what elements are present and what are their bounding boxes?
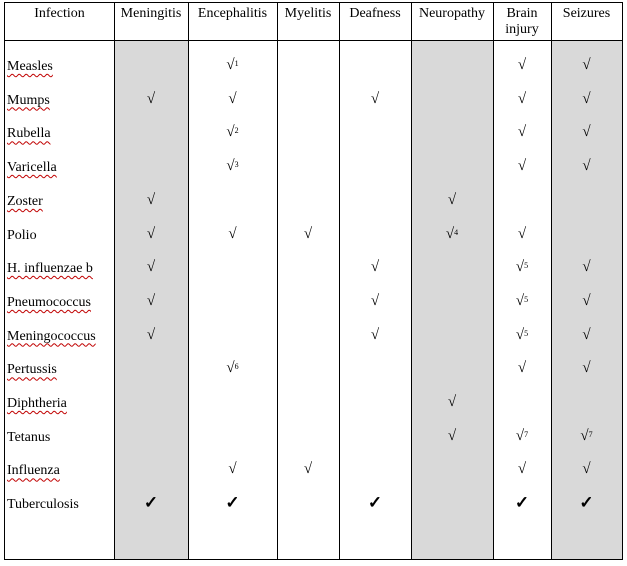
check-mark-icon: √: [582, 57, 591, 73]
infection-name: Measles: [7, 59, 53, 74]
check-mark-icon: ✓: [225, 493, 240, 513]
check-mark-icon: √$^5$: [515, 326, 529, 343]
footnote-marker: 5: [524, 261, 529, 271]
table-row: [5, 59, 622, 93]
check-mark-icon: √: [517, 124, 527, 141]
infection-name: Meningococcus: [7, 328, 96, 344]
header-infection: Infection: [34, 6, 85, 21]
check-mark-icon: √: [146, 225, 156, 242]
check-mark-icon: √$^5$: [515, 292, 529, 309]
check-mark-icon: √: [146, 326, 156, 343]
check-mark-icon: √: [582, 360, 591, 377]
check-mark-icon: √$^7$: [515, 427, 529, 444]
footnote-marker: 1: [234, 59, 239, 68]
table-row: [5, 326, 622, 363]
check-mark-icon: √: [517, 90, 527, 107]
table-row: [5, 225, 622, 262]
check-mark-icon: √$^5$: [515, 259, 529, 276]
table-row: [5, 362, 622, 396]
check-mark-icon: √: [447, 427, 457, 444]
check-mark-icon: √: [582, 259, 591, 276]
table-row: [5, 493, 622, 531]
check-mark-icon: √: [370, 259, 380, 276]
check-mark-icon: √$^7$: [580, 427, 593, 444]
check-mark-icon: √$^4$: [445, 225, 459, 242]
infection-name: Varicella: [7, 160, 57, 176]
header-neuropathy: Neuropathy: [418, 6, 486, 21]
table-row: [5, 191, 622, 228]
infection-name: Diphtheria: [7, 396, 67, 411]
footnote-marker: 2: [234, 126, 239, 136]
check-mark-icon: ✓: [143, 493, 159, 513]
table-row: [5, 463, 622, 497]
check-mark-icon: √: [582, 124, 591, 141]
check-mark-icon: √$^6$: [226, 360, 239, 377]
header-encephalitis: Encephalitis: [197, 6, 268, 21]
check-mark-icon: √: [582, 326, 591, 343]
check-mark-icon: √$^3$: [226, 158, 239, 175]
footnote-marker: 7: [588, 429, 593, 439]
check-mark-icon: √: [228, 90, 237, 107]
table-row: [5, 396, 622, 430]
infection-name: Rubella: [7, 126, 51, 142]
check-mark-icon: ✓: [579, 493, 594, 513]
footnote-marker: 5: [524, 328, 529, 338]
check-mark-icon: √: [517, 57, 527, 73]
check-mark-icon: √$^2$: [226, 124, 239, 141]
check-mark-icon: √: [582, 292, 591, 309]
check-mark-icon: √: [228, 225, 237, 242]
footnote-marker: 7: [524, 429, 529, 439]
check-mark-icon: √: [582, 158, 591, 175]
check-mark-icon: √: [370, 90, 380, 107]
table-row: [5, 261, 622, 295]
check-mark-icon: √: [228, 461, 237, 478]
footnote-marker: 6: [234, 362, 239, 372]
check-mark-icon: √$^1$: [226, 57, 239, 73]
check-mark-icon: √: [146, 90, 156, 107]
table-row: [5, 90, 622, 127]
check-mark-icon: ✓: [367, 493, 383, 513]
infection-name: Pneumococcus: [7, 294, 91, 310]
table-row: [5, 292, 622, 329]
check-mark-icon: √: [517, 158, 527, 175]
check-mark-icon: √: [303, 461, 313, 478]
infection-name: Mumps: [7, 92, 50, 108]
check-mark-icon: √: [370, 326, 380, 343]
footnote-marker: 4: [454, 227, 459, 237]
table-row: [5, 427, 622, 464]
check-mark-icon: √: [517, 225, 527, 242]
infection-name: Polio: [7, 227, 37, 243]
footnote-marker: 3: [234, 160, 239, 170]
infection-name: Pertussis: [7, 362, 57, 378]
header-deafness: Deafness: [349, 6, 401, 21]
infection-name: Tuberculosis: [7, 497, 79, 513]
check-mark-icon: √: [303, 225, 313, 242]
footnote-marker: 5: [524, 294, 529, 304]
check-mark-icon: √: [517, 461, 527, 478]
check-mark-icon: √: [582, 461, 591, 478]
check-mark-icon: ✓: [514, 493, 530, 513]
check-mark-icon: √: [447, 191, 457, 208]
check-mark-icon: √: [146, 191, 156, 208]
header-seizures: Seizures: [562, 6, 611, 21]
check-mark-icon: √: [370, 292, 380, 309]
header-divider: [5, 40, 622, 41]
header-meningitis: Meningitis: [120, 6, 182, 21]
infection-name: Zoster: [7, 193, 43, 209]
table-row: [5, 160, 622, 194]
infection-name: Tetanus: [7, 429, 51, 445]
check-mark-icon: √: [582, 90, 591, 107]
check-mark-icon: √: [517, 360, 527, 377]
header-brain-injury: Brain injury: [505, 6, 539, 37]
check-mark-icon: √: [146, 292, 156, 309]
table-row: [5, 126, 622, 160]
check-mark-icon: √: [447, 394, 457, 410]
infection-complications-table: [4, 2, 623, 560]
infection-name: H. influenzae b: [7, 261, 93, 277]
check-mark-icon: √: [146, 259, 156, 276]
header-myelitis: Myelitis: [284, 6, 332, 21]
infection-name: Influenza: [7, 463, 60, 479]
